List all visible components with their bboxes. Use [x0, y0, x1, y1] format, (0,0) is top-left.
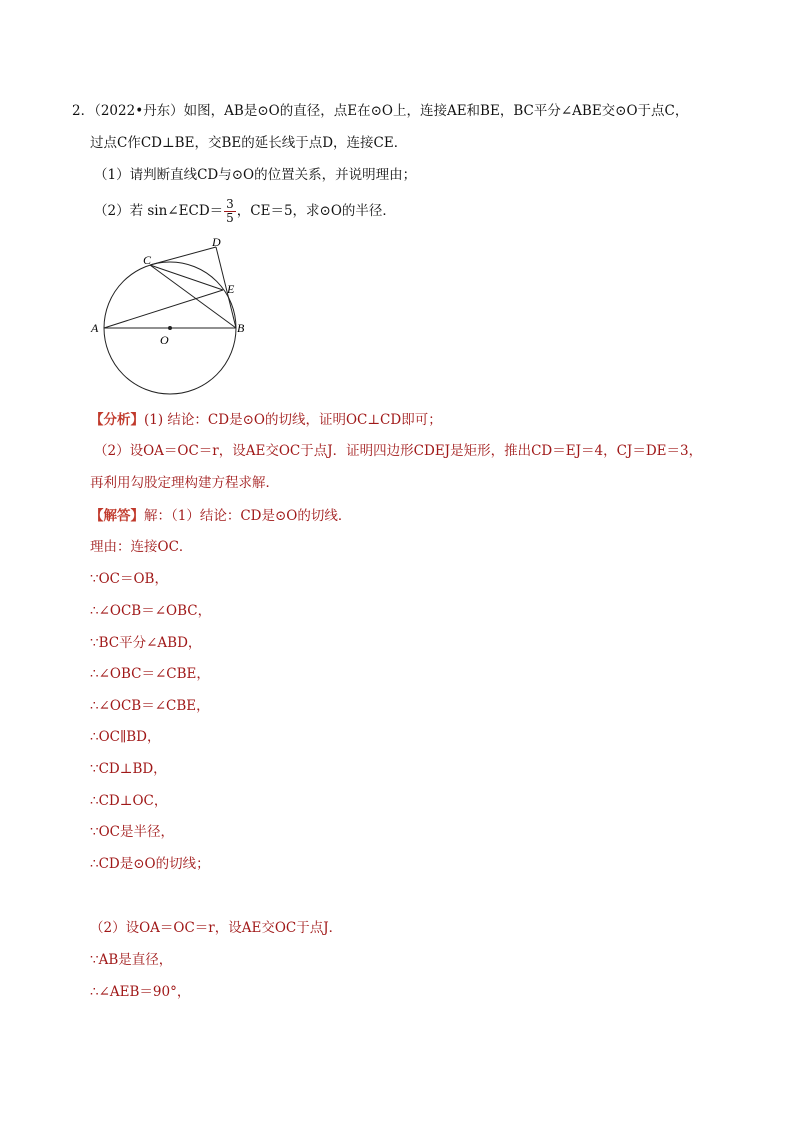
solution-tag: 【解答】 [90, 508, 144, 524]
analysis-text-1: (1) 结论：CD是⊙O的切线，证明OC⊥CD即可； [144, 412, 442, 428]
question-part-1: （1）请判断直线CD与⊙O的位置关系，并说明理由； [94, 167, 417, 183]
question-line-2: 过点C作CD⊥BE，交BE的延长线于点D，连接CE． [90, 135, 408, 151]
label-b: B [237, 321, 245, 335]
solution-step: ∵OC＝OB， [90, 571, 168, 587]
label-c: C [143, 253, 152, 267]
fraction [224, 198, 236, 225]
solution-part2-line: ∵AB是直径， [90, 952, 173, 968]
solution-step: ∵CD⊥BD， [90, 761, 167, 777]
center-point [168, 326, 172, 330]
solution-part2-line: （2）设OA＝OC＝r，设AE交OC于点J． [90, 920, 343, 936]
fraction-numerator: 3 [226, 197, 234, 211]
solution-step: ∴∠OCB＝∠CBE， [90, 698, 210, 714]
question-number: 2． [72, 103, 95, 119]
solution-step: 理由：连接OC． [90, 539, 193, 555]
geometry-figure [85, 232, 265, 402]
solution-intro: 解：（1）结论：CD是⊙O的切线． [144, 508, 352, 524]
label-d: D [212, 235, 221, 249]
part2-prefix: （2）若 sin∠ECD＝ [94, 203, 224, 219]
question-line-1 [72, 102, 688, 120]
analysis-tag: 【分析】 [90, 412, 144, 428]
solution-step: ∴∠OCB＝∠OBC， [90, 603, 212, 619]
segment-ae [104, 290, 223, 328]
solution-step: ∵OC是半径， [90, 824, 174, 840]
analysis-line-2: （2）设OA＝OC＝r，设AE交OC于点J．证明四边形CDEJ是矩形，推出CD＝EJ＝4，CJ＝DE＝3， [94, 443, 703, 459]
question-text-1: 如图，AB是⊙O的直径，点E在⊙O上，连接AE和BE，BC平分∠ABE交⊙O于点C， [183, 103, 689, 119]
solution-step: ∴∠OBC＝∠CBE， [90, 666, 210, 682]
segment-cd [150, 247, 216, 265]
solution-part2-line: ∴∠AEB＝90°， [90, 984, 191, 1000]
label-a: A [91, 321, 99, 335]
part2-suffix: ，CE＝5，求⊙O的半径． [236, 203, 396, 219]
solution-step: ∴CD是⊙O的切线； [90, 856, 210, 872]
solution-line-intro [90, 507, 351, 525]
analysis-line-3: 再利用勾股定理构建方程求解． [90, 475, 279, 491]
solution-step: ∴OC∥BD， [90, 729, 161, 745]
question-source: （2022•丹东） [94, 103, 184, 119]
analysis-line-1 [90, 411, 442, 429]
question-part-2 [94, 196, 396, 226]
label-e: E [227, 282, 235, 296]
solution-step: ∵BC平分∠ABD， [90, 635, 202, 651]
solution-step: ∴CD⊥OC， [90, 793, 168, 809]
fraction-denominator: 5 [226, 211, 234, 225]
label-o: O [160, 333, 169, 347]
